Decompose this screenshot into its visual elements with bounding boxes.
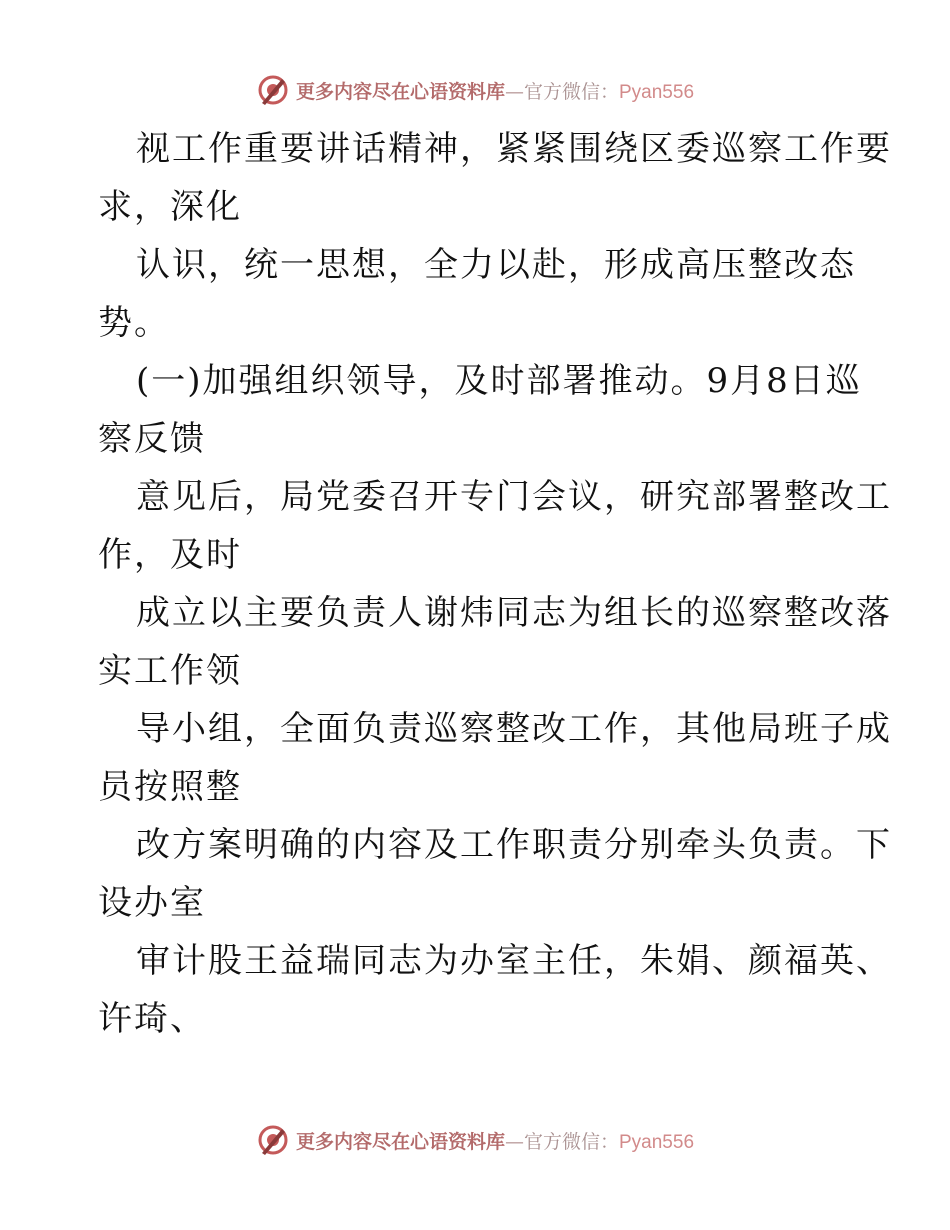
banner-dash: — [504,80,524,103]
text-line: 视工作重要讲话精神，紧紧围绕区委巡察工作要 [136,129,892,169]
banner-wechat-id: Pyan556 [619,1131,695,1153]
text-line: 成立以主要负责人谢炜同志为组长的巡察整改落 [136,593,892,633]
text-line: 设办室 [98,883,206,923]
quill-seal-icon [256,73,290,107]
banner-dash: — [504,1130,524,1153]
text-line: 导小组，全面负责巡察整改工作，其他局班子成 [136,709,892,749]
text-line: 作，及时 [98,535,242,575]
text-line: 意见后，局党委召开专门会议，研究部署整改工 [136,477,892,517]
banner-text [296,77,694,104]
banner-wechat-label: 官方微信： [523,80,619,103]
banner-brand: 更多内容尽在心语资料库 [295,80,505,103]
document-body [98,120,892,1048]
banner-text [296,1127,694,1154]
text-line: 势。 [98,303,170,343]
header-banner [0,70,950,110]
text-line: 员按照整 [98,767,242,807]
banner-wechat-label: 官方微信： [523,1130,619,1153]
quill-seal-icon [256,1123,290,1157]
text-line: (一)加强组织领导，及时部署推动。9月8日巡 [136,361,862,401]
text-line: 认识，统一思想，全力以赴，形成高压整改态 [136,245,856,285]
text-line: 察反馈 [98,419,206,459]
banner-brand: 更多内容尽在心语资料库 [295,1130,505,1153]
text-line: 实工作领 [98,651,242,691]
banner-wechat-id: Pyan556 [619,81,695,103]
text-line: 许琦、 [98,999,206,1039]
text-line: 求，深化 [98,187,242,227]
text-line: 审计股王益瑞同志为办室主任，朱娟、颜福英、 [136,941,892,981]
footer-banner [0,1120,950,1160]
text-line: 改方案明确的内容及工作职责分别牵头负责。下 [136,825,892,865]
